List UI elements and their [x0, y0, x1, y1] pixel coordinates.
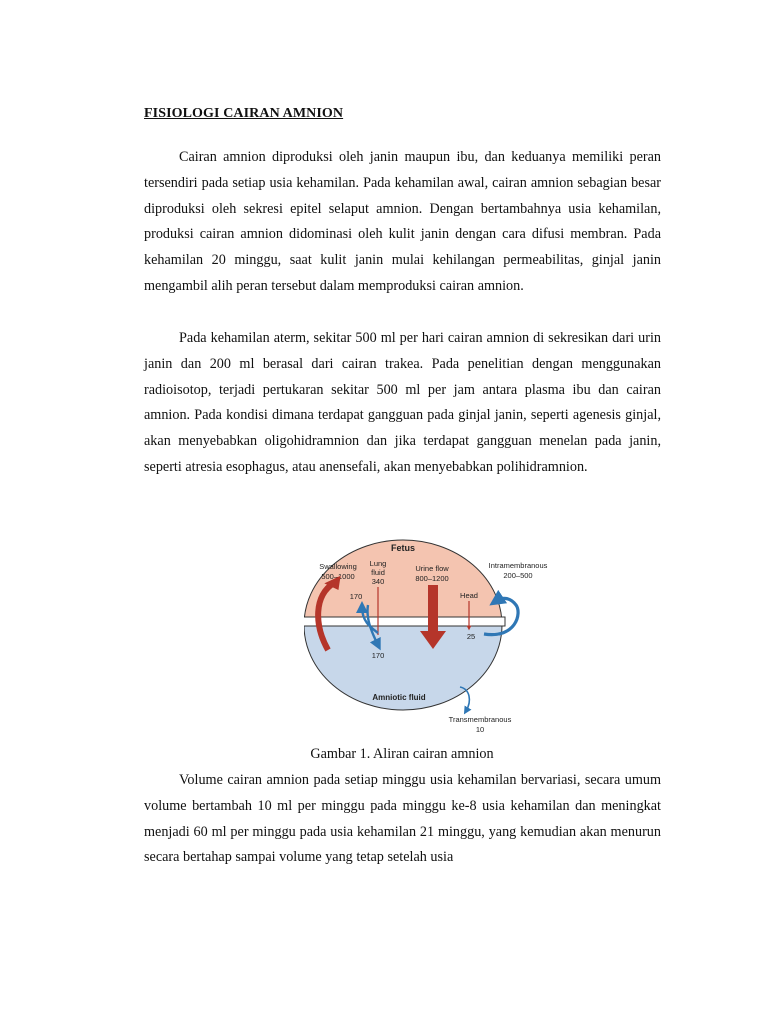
transmembranous-value: 10 — [475, 725, 485, 734]
intramembranous-value: 200–500 — [503, 571, 533, 580]
amniotic-fluid-label: Amniotic fluid — [372, 693, 426, 702]
figure-caption: Gambar 1. Aliran cairan amnion — [310, 746, 494, 762]
fetus-label: Fetus — [390, 543, 416, 553]
lung-label-2: fluid — [371, 568, 385, 577]
transmembranous-label: Transmembranous — [448, 715, 512, 724]
swallowing-value: 500–1000 — [321, 572, 355, 581]
urine-label: Urine flow — [415, 564, 449, 573]
paragraph-2: Pada kehamilan aterm, sekitar 500 ml per hari cairan amnion di sekresikan dari urin janin dan 200 ml berasal dari cairan trakea. Pada penelitian dengan menggunakan radioisotop, terjadi pertukaran sekitar 500 ml per jam antara plasma ibu dan cairan amnion. Pada kondisi dimana terdapat gangguan pada ginjal janin, seperti agenesis ginjal, akan menyebabkan oligohidramnion dan jika terdapat gangguan menelan pada janin, seperti atresia esophagus, atau anensefali, akan menyebabkan polihidramnion. — [144, 330, 661, 475]
head-value: 25 — [466, 632, 476, 641]
lung-up-value: 170 — [349, 592, 363, 601]
lung-value: 340 — [371, 577, 385, 586]
intramembranous-label: Intramembranous — [488, 561, 548, 570]
paragraph-1: Cairan amnion diproduksi oleh janin maupun ibu, dan keduanya memiliki peran tersendiri pada setiap usia kehamilan. Pada kehamilan awal, cairan amnion sebagian besar diproduksi oleh sekresi epitel selaput amnion. Dengan bertambahnya usia kehamilan, produksi cairan amnion didominasi oleh kulit janin dengan cara difusi membran. Pada kehamilan 20 minggu, saat kulit janin mulai kehilangan permeabilitas, ginjal janin mengambil alih peran tersebut dalam memproduksi cairan amnion. — [144, 149, 661, 294]
head-label: Head — [460, 591, 478, 600]
amniotic-flow-diagram — [304, 535, 554, 740]
lung-down-value: 170 — [371, 651, 385, 660]
section-title: FISIOLOGI CAIRAN AMNION — [144, 106, 344, 121]
urine-flow-arrow-shaft — [428, 585, 438, 633]
membrane-band — [304, 617, 505, 626]
lung-label-1: Lung — [369, 559, 387, 568]
paragraph-3: Volume cairan amnion pada setiap minggu usia kehamilan bervariasi, secara umum volume bertambah 10 ml per minggu pada minggu ke-8 usia kehamilan dan meningkat menjadi 60 ml per minggu pada usia kehamilan 21 minggu, yang kemudian akan menurun secara bertahap sampai volume yang tetap setelah usia — [144, 772, 661, 866]
swallowing-label: Swallowing — [319, 562, 357, 571]
urine-value: 800–1200 — [415, 574, 449, 583]
